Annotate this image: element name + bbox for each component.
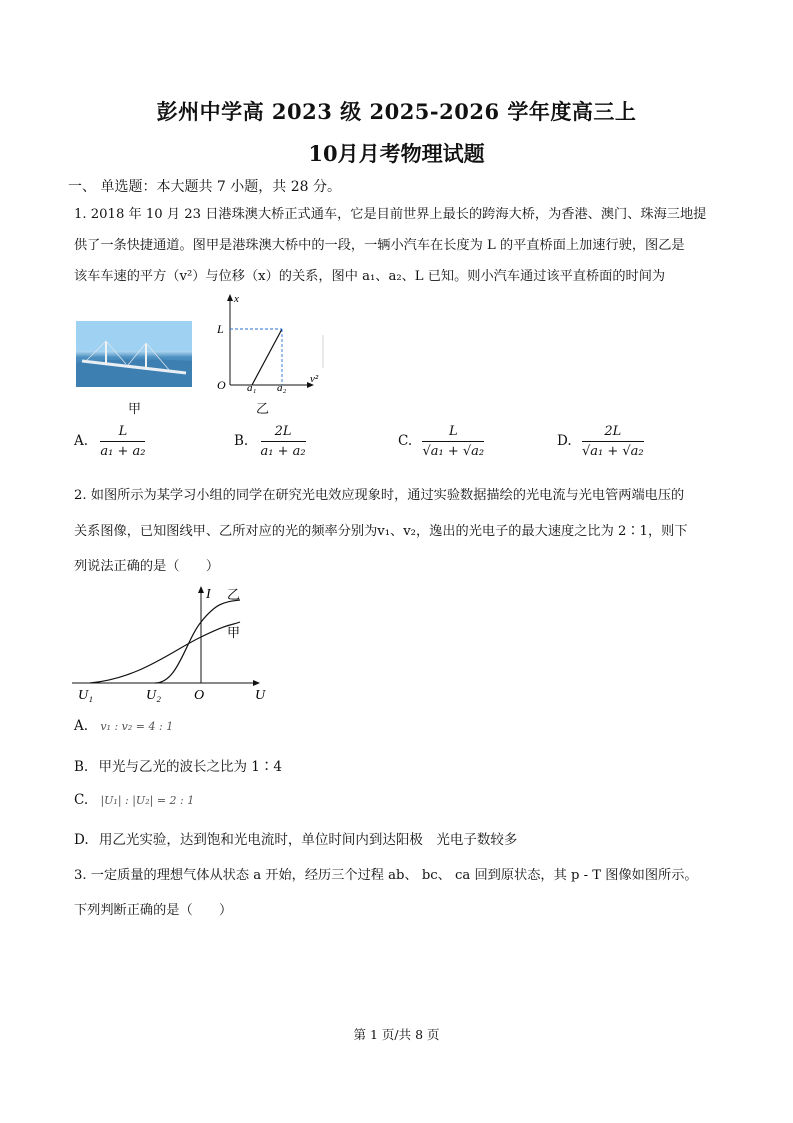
- q1-option-b-label: B.: [234, 433, 249, 449]
- q1-option-b-formula: [261, 424, 306, 459]
- section-heading: 一、 单选题：本大题共 7 小题，共 28 分。: [68, 179, 341, 195]
- q1-text-line3: 该车车速的平方（v²）与位移（x）的关系，图中 a₁、a₂、L 已知。则小汽车通过该平直桥面的时间为: [74, 269, 666, 284]
- graph2-u2-mark: U₂: [146, 688, 161, 702]
- graph1-a1-mark: a₁: [247, 382, 257, 394]
- q1-option-a[interactable]: [74, 424, 145, 459]
- q1-text-line2: 供了一条快捷通道。图甲是港珠澳大桥中的一段，一辆小汽车在长度为 L 的平直桥面上加速行驶，图乙是: [74, 238, 685, 253]
- q1-text-line1: 1. 2018 年 10 月 23 日港珠澳大桥正式通车，它是目前世界上最长的跨海大桥，为香港、澳门、珠海三地提: [74, 207, 707, 222]
- curve-b-label: 乙: [227, 588, 241, 603]
- q1-option-d-label: D.: [557, 433, 572, 449]
- q1-option-a-denominator: a₁ + a₂: [100, 444, 146, 459]
- q1-option-d[interactable]: [557, 424, 644, 459]
- exam-title-line2: 10月月考物理试题: [308, 141, 485, 166]
- q1-option-c-denominator: √a₁ + √a₂: [422, 444, 485, 459]
- q1-option-c-formula: [422, 424, 484, 459]
- q3-text-line2: 下列判断正确的是（ ）: [74, 903, 233, 918]
- figure-a-caption: 甲: [128, 402, 142, 417]
- q2-option-d[interactable]: [74, 828, 517, 848]
- graph2-y-label: I: [206, 587, 211, 602]
- q1-option-b-numerator: 2L: [261, 424, 306, 442]
- page-footer: 第 1 页/共 8 页: [353, 1027, 440, 1042]
- q1-option-b-denominator: a₁ + a₂: [260, 444, 306, 459]
- photocurrent-graph: [70, 582, 280, 702]
- q1-option-a-numerator: L: [100, 424, 145, 442]
- q2-option-a-text: v₁ : v₂ = 4 : 1: [100, 720, 174, 733]
- q2-text-line1: 2. 如图所示为某学习小组的同学在研究光电效应现象时，通过实验数据描绘的光电流与光电管两端电压的: [74, 488, 685, 503]
- q1-option-b[interactable]: [234, 424, 306, 459]
- q1-option-d-formula: [582, 424, 644, 459]
- q1-option-c-numerator: L: [422, 424, 484, 442]
- graph2-origin: O: [194, 688, 205, 702]
- graph1-L-mark: L: [217, 322, 224, 336]
- graph1-origin: O: [217, 378, 226, 392]
- bridge-photo: [76, 321, 192, 387]
- q1-option-c-label: C.: [398, 433, 413, 449]
- q1-option-d-numerator: 2L: [582, 424, 644, 442]
- graph2-x-label: U: [255, 688, 266, 702]
- q2-option-d-label: D.: [74, 832, 89, 848]
- graph1-x-label: v²: [310, 373, 319, 385]
- graph1-y-label: x: [234, 293, 239, 305]
- q2-option-c[interactable]: [74, 792, 194, 808]
- exam-title-line1: 彭州中学高 2023 级 2025-2026 学年度高三上: [156, 99, 637, 124]
- figure-b-caption: 乙: [256, 402, 270, 417]
- q2-option-c-label: C.: [74, 792, 89, 808]
- q2-option-b-label: B.: [74, 759, 89, 775]
- q1-option-d-denominator: √a₁ + √a₂: [581, 444, 644, 459]
- q1-option-a-formula: [100, 424, 145, 459]
- q2-text-line2: 关系图像，已知图线甲、乙所对应的光的频率分别为v₁、v₂，逸出的光电子的最大速度之比为 2∶1，则下: [74, 524, 688, 539]
- q3-text-line1: 3. 一定质量的理想气体从状态 a 开始，经历三个过程 ab、 bc、 ca 回到原状态，其 p - T 图像如图所示。: [74, 868, 698, 883]
- graph1-a2-mark: a₂: [277, 382, 287, 394]
- q2-option-b-text: 甲光与乙光的波长之比为 1∶4: [98, 759, 282, 775]
- v2-x-graph: [210, 290, 330, 400]
- q1-option-a-label: A.: [74, 433, 89, 449]
- q2-option-a-label: A.: [74, 718, 89, 734]
- q2-option-b[interactable]: [74, 755, 282, 775]
- curve-a-label: 甲: [227, 626, 241, 641]
- q2-option-c-text: |U₁| : |U₂| = 2 : 1: [100, 794, 195, 807]
- q2-option-d-text: 用乙光实验，达到饱和光电流时，单位时间内到达阳极 光电子数较多: [98, 832, 518, 848]
- graph2-u1-mark: U₁: [78, 688, 93, 702]
- q2-option-a[interactable]: [74, 718, 173, 734]
- q2-text-line3: 列说法正确的是（ ）: [74, 559, 220, 574]
- q1-option-c[interactable]: [398, 424, 484, 459]
